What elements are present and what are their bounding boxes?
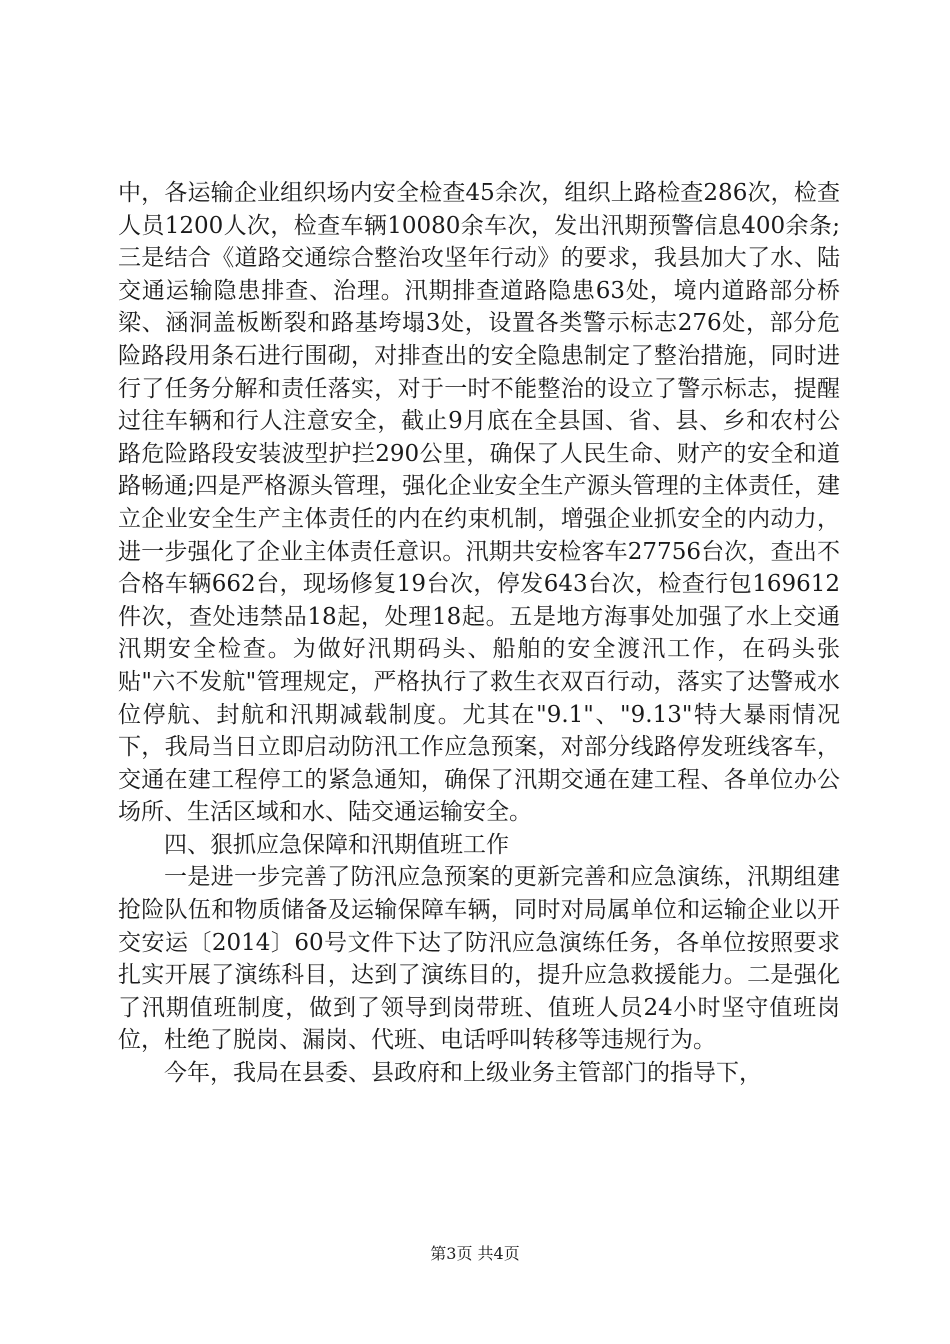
document-body	[118, 177, 840, 1090]
paragraph-inspection-summary: 中，各运输企业组织场内安全检查45余次，组织上路检查286次，检查人员1200人次，检查车辆10080余车次，发出汛期预警信息400余条;三是结合《道路交通综合整治攻坚年行动》的要求，我县加大了水、陆交通运输隐患排查、治理。汛期排查道路隐患63处，境内道路部分桥梁、涵洞盖板断裂和路基垮塌3处，设置各类警示标志276处，部分危险路段用条石进行围砌，对排查出的安全隐患制定了整治措施，同时进行了任务分解和责任落实，对于一时不能整治的设立了警示标志，提醒过往车辆和行人注意安全，截止9月底在全县国、省、县、乡和农村公路危险路段安装波型护拦290公里，确保了人民生命、财产的安全和道路畅通;四是严格源头管理，强化企业安全生产源头管理的主体责任，建立企业安全生产主体责任的内在约束机制，增强企业抓安全的内动力，进一步强化了企业主体责任意识。汛期共安检客车27756台次，查出不合格车辆662台，现场修复19台次，停发643台次，检查行包169612件次，查处违禁品18起，处理18起。五是地方海事处加强了水上交通汛期安全检查。为做好汛期码头、船舶的安全渡汛工作，在码头张贴"六不发航"管理规定，严格执行了救生衣双百行动，落实了达警戒水位停航、封航和汛期减载制度。尤其在"9.1"、"9.13"特大暴雨情况下，我局当日立即启动防汛工作应急预案，对部分线路停发班线客车，交通在建工程停工的紧急通知，确保了汛期交通在建工程、各单位办公场所、生活区域和水、陆交通运输安全。	[118, 180, 840, 826]
paragraph-emergency-plan: 一是进一步完善了防汛应急预案的更新完善和应急演练，汛期组建抢险队伍和物质储备及运输保障车辆，同时对局属单位和运输企业以开交安运〔2014〕60号文件下达了防汛应急演练任务，各单位按照要求扎实开展了演练科目，达到了演练目的，提升应急救援能力。二是强化了汛期值班制度，做到了领导到岗带班、值班人员24小时坚守值班岗位，杜绝了脱岗、漏岗、代班、电话呼叫转移等违规行为。	[118, 864, 840, 1054]
paragraph-this-year: 今年，我局在县委、县政府和上级业务主管部门的指导下，	[164, 1060, 762, 1087]
page-number-footer: 第3页 共4页	[430, 1244, 520, 1263]
section-heading-emergency: 四、狠抓应急保障和汛期值班工作	[164, 831, 509, 858]
